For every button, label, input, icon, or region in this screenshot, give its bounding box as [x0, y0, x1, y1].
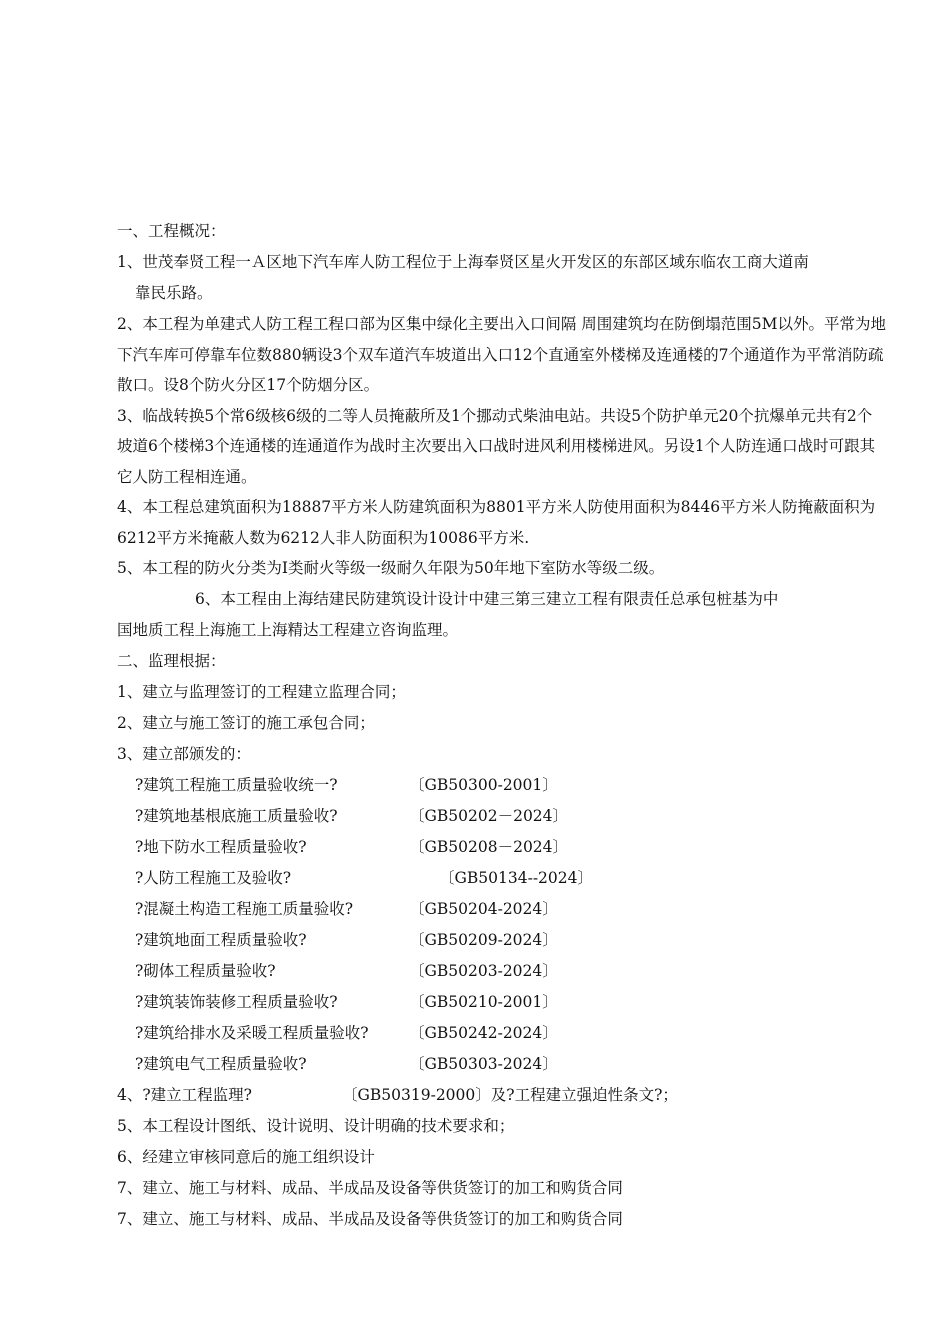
- basis-item-3: 3、建立部颁发的：: [117, 745, 251, 763]
- standard-row: [117, 863, 887, 894]
- paragraph-6-line-2: 国地质工程上海施工上海精达工程建立咨询监理。: [117, 621, 459, 639]
- basis-item-4: [117, 1080, 887, 1111]
- standard-row: [117, 894, 887, 925]
- basis-item-7: 7、建立、施工与材料、成品、半成品及设备等供货签订的加工和购货合同: [117, 1179, 623, 1197]
- standard-code: 〔GB50303-2024〕: [409, 1055, 558, 1073]
- paragraph-1-line-2: 靠民乐路。: [135, 284, 213, 302]
- basis-item-4-code: 〔GB50319-2000〕及?工程建立强迫性条文?；: [342, 1086, 678, 1104]
- paragraph-1-line-1: 1、世茂奉贤工程一Ａ区地下汽车库人防工程位于上海奉贤区星火开发区的东部区域东临农工商大道南: [117, 253, 809, 271]
- basis-item-6: 6、经建立审核同意后的施工组织设计: [117, 1148, 375, 1166]
- standard-name: ?地下防水工程质量验收?: [135, 838, 307, 856]
- standard-name: ?建筑地基根底施工质量验收?: [135, 807, 338, 825]
- standard-code: 〔GB50210-2001〕: [409, 993, 558, 1011]
- standard-row: [117, 1018, 887, 1049]
- basis-item-1: 1、建立与监理签订的工程建立监理合同；: [117, 683, 406, 701]
- standard-name: ?建筑工程施工质量验收统一?: [135, 776, 338, 794]
- standard-name: ?砌体工程质量验收?: [135, 962, 276, 980]
- standard-row: [117, 832, 887, 863]
- standard-row: [117, 956, 887, 987]
- section-heading-overview: 一、工程概况：: [117, 222, 226, 240]
- paragraph-5: 5、本工程的防火分类为Ⅰ类耐火等级一级耐久年限为50年地下室防水等级二级。: [117, 559, 665, 577]
- basis-item-4-title: 4、?建立工程监理?: [117, 1086, 252, 1104]
- standard-row: [117, 925, 887, 956]
- standard-name: ?建筑给排水及采暖工程质量验收?: [135, 1024, 369, 1042]
- standard-code: 〔GB50209-2024〕: [409, 931, 558, 949]
- standard-name: ?建筑地面工程质量验收?: [135, 931, 307, 949]
- basis-item-7-duplicate: 7、建立、施工与材料、成品、半成品及设备等供货签订的加工和购货合同: [117, 1210, 623, 1228]
- standard-code: 〔GB50208－2024〕: [409, 838, 569, 856]
- standard-code: 〔GB50202－2024〕: [409, 807, 569, 825]
- standard-name: ?建筑装饰装修工程质量验收?: [135, 993, 338, 1011]
- standard-row: [117, 801, 887, 832]
- standard-name: ?建筑电气工程质量验收?: [135, 1055, 307, 1073]
- basis-item-2: 2、建立与施工签订的施工承包合同；: [117, 714, 375, 732]
- section-heading-basis: 二、监理根据：: [117, 652, 226, 670]
- standard-name: ?混凝土构造工程施工质量验收?: [135, 900, 354, 918]
- standard-row: [117, 770, 887, 801]
- paragraph-6-line-1: 6、本工程由上海结建民防建筑设计设计中建三第三建立工程有限责任总承包桩基为中: [195, 590, 779, 608]
- paragraph-3: 3、临战转换5个常6级核6级的二等人员掩蔽所及1个挪动式柴油电站。共设5个防护单元20个抗爆单元共有2个坡道6个楼梯3个连通楼的连通道作为战时主次要出入口战时进风利用楼梯进风。另设1个人防连通口战时可跟其它人防工程相连通。: [117, 406, 876, 486]
- basis-item-5: 5、本工程设计图纸、设计说明、设计明确的技术要求和；: [117, 1117, 515, 1135]
- standard-code: 〔GB50204-2024〕: [409, 900, 558, 918]
- standard-code: 〔GB50203-2024〕: [409, 962, 558, 980]
- paragraph-2: 2、本工程为单建式人防工程工程口部为区集中绿化主要出入口间隔 周围建筑均在防倒塌范围5M以外。平常为地下汽车库可停靠车位数880辆设3个双车道汽车坡道出入口12个直通室外楼梯及连通楼的7个通道作为平常消防疏散口。设8个防火分区17个防烟分区。: [117, 315, 887, 394]
- standard-code: 〔GB50300-2001〕: [409, 776, 558, 794]
- standard-row: [117, 1049, 887, 1080]
- standard-code: 〔GB50242-2024〕: [409, 1024, 558, 1042]
- paragraph-4: 4、本工程总建筑面积为18887平方米人防建筑面积为8801平方米人防使用面积为8446平方米人防掩蔽面积为6212平方米掩蔽人数为6212人非人防面积为10086平方米.: [117, 498, 876, 547]
- standards-list: [117, 770, 887, 1080]
- standard-code: 〔GB50134--2024〕: [439, 869, 594, 887]
- standard-name: ?人防工程施工及验收?: [135, 869, 292, 887]
- standard-row: [117, 987, 887, 1018]
- document-body: [117, 216, 887, 1235]
